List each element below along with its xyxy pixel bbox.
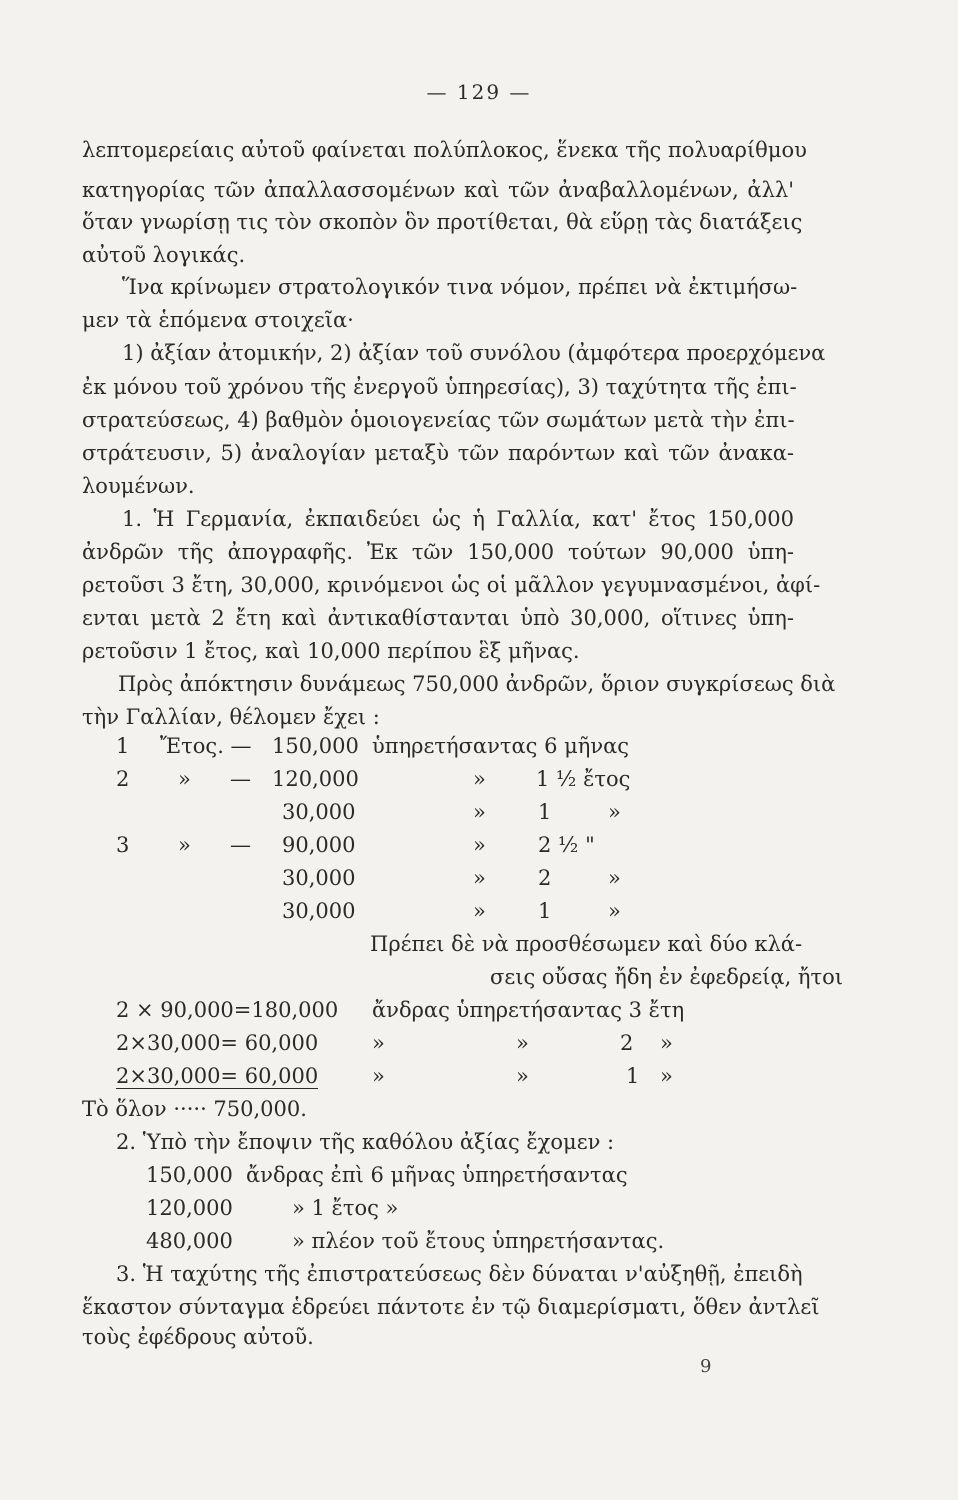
table1-row4-ditto2: »: [473, 833, 486, 857]
section2-row2-value: 120,000: [146, 1196, 233, 1220]
table1-row5-rest: 2: [538, 866, 552, 890]
table2-row2-calc: 2×30,000= 60,000: [116, 1031, 319, 1055]
signature-mark: 9: [700, 1356, 712, 1377]
section2-row3-text: » πλέον τοῦ ἔτους ὑπηρετήσαντας.: [292, 1229, 665, 1253]
table2-row2-num: 2: [620, 1031, 634, 1055]
table1-row3-ditto: »: [473, 800, 486, 824]
table2-row1-calc: 2 × 90,000=180,000: [116, 998, 339, 1022]
text-line: 1) ἀξίαν ἀτομικήν, 2) ἀξίαν τοῦ συνόλου (ἀμφότερα προερχόμενα: [122, 341, 826, 365]
table1-row1-rest: ὑπηρετήσαντας 6 μῆνας: [372, 734, 630, 758]
table1-row4-dash: —: [230, 833, 251, 857]
table1-row6-value: 30,000: [282, 899, 356, 923]
table1-row2-rest: 1 ½ ἔτος: [536, 767, 631, 791]
table1-row3-value: 30,000: [282, 800, 356, 824]
table1-row4-num: 3: [116, 833, 130, 857]
text-line: λουμένων.: [82, 474, 195, 498]
table1-row5-value: 30,000: [282, 866, 356, 890]
section3-line: τοὺς ἐφέδρους αὐτοῦ.: [82, 1325, 314, 1349]
table1-row4-ditto: »: [178, 833, 191, 857]
table1-row6-rest: 1: [538, 899, 552, 923]
table2-row2-ditto3: »: [660, 1031, 673, 1055]
table2-row3-ditto2: »: [516, 1064, 529, 1088]
table1-row2-ditto2: »: [473, 767, 486, 791]
section2-row1-text: ἄνδρας ἐπὶ 6 μῆνας ὑπηρετήσαντας: [246, 1163, 628, 1187]
text-line: μεν τὰ ἑπόμενα στοιχεῖα·: [82, 308, 354, 332]
text-line: ρετοῦσιν 1 ἔτος, καὶ 10,000 περίπου ἓξ μῆνας.: [82, 639, 580, 663]
note-line2: σεις οὔσας ἤδη ἐν ἐφεδρείᾳ, ἤτοι: [490, 965, 844, 989]
table2-row3-ditto: »: [372, 1064, 385, 1088]
table1-row6-ditto3: »: [608, 899, 621, 923]
table1-row3-rest: 1: [538, 800, 552, 824]
table2-row1-text: ἄνδρας ὑπηρετήσαντας 3 ἔτη: [372, 998, 685, 1022]
table2-row3-ditto3: »: [660, 1064, 673, 1088]
table1-row3-ditto3: »: [608, 800, 621, 824]
table2-row2-ditto2: »: [516, 1031, 529, 1055]
text-line: στρατεύσεως, 4) βαθμὸν ὁμοιογενείας τῶν σωμάτων μετὰ τὴν ἐπι-: [82, 408, 795, 432]
table1-row1-label: Ἔτος. —: [160, 734, 252, 758]
text-line: Ἵνα κρίνωμεν στρατολογικόν τινα νόμον, πρέπει νὰ ἐκτιμήσω-: [122, 275, 798, 299]
table1-row1-value: 150,000: [272, 734, 359, 758]
section2-row2-text: » 1 ἔτος »: [292, 1196, 399, 1220]
section3-line: 3. Ἡ ταχύτης τῆς ἐπιστρατεύσεως δὲν δύναται ν'αὐξηθῇ, ἐπειδὴ: [116, 1262, 803, 1286]
text-line: τὴν Γαλλίαν, θέλομεν ἔχει :: [82, 705, 380, 729]
table1-row2-dash: —: [230, 767, 251, 791]
section2-heading: 2. Ὑπὸ τὴν ἔποψιν τῆς καθόλου ἀξίας ἔχομεν :: [116, 1130, 615, 1154]
table2-row3-calc: 2×30,000= 60,000: [116, 1064, 319, 1088]
table1-row6-ditto: »: [473, 899, 486, 923]
section3-line: ἕκαστον σύνταγμα ἑδρεύει πάντοτε ἐν τῷ διαμερίσματι, ὅθεν ἀντλεῖ: [82, 1295, 820, 1319]
text-line: λεπτομερείαις αὐτοῦ φαίνεται πολύπλοκος, ἕνεκα τῆς πολυαρίθμου: [82, 138, 807, 162]
table1-row2-num: 2: [116, 767, 130, 791]
text-line: ὅταν γνωρίσῃ τις τὸν σκοπὸν ὃν προτίθεται, θὰ εὕρῃ τὰς διατάξεις: [82, 210, 803, 234]
text-line: ἀνδρῶν τῆς ἀπογραφῆς. Ἐκ τῶν 150,000 τούτων 90,000 ὑπη-: [82, 540, 794, 564]
section2-row1-value: 150,000: [146, 1163, 233, 1187]
table1-row5-ditto: »: [473, 866, 486, 890]
text-line: Πρὸς ἀπόκτησιν δυνάμεως 750,000 ἀνδρῶν, ὅριον συγκρίσεως διὰ: [118, 672, 836, 696]
page-number: — 129 —: [426, 80, 532, 104]
table1-row4-rest: 2 ½ ": [538, 833, 595, 857]
table2-total: Τὸ ὅλον ····· 750,000.: [82, 1097, 307, 1121]
text-line: ενται μετὰ 2 ἔτη καὶ ἀντικαθίστανται ὑπὸ 30,000, οἵτινες ὑπη-: [82, 606, 794, 630]
text-line: αὐτοῦ λογικάς.: [82, 243, 246, 267]
text-line: 1. Ἡ Γερμανία, ἐκπαιδεύει ὡς ἡ Γαλλία, κατ' ἔτος 150,000: [122, 507, 794, 531]
table1-row2-ditto: »: [178, 767, 191, 791]
table2-row2-ditto: »: [372, 1031, 385, 1055]
table2-row3-num: 1: [626, 1064, 640, 1088]
table1-row4-value: 90,000: [282, 833, 356, 857]
text-line: κατηγορίας τῶν ἀπαλλασσομένων καὶ τῶν ἀναβαλλομένων, ἀλλ': [82, 178, 794, 202]
text-line: ρετοῦσι 3 ἔτη, 30,000, κρινόμενοι ὡς οἱ μᾶλλον γεγυμνασμένοι, ἀφί-: [82, 573, 821, 597]
text-line: ἐκ μόνου τοῦ χρόνου τῆς ἐνεργοῦ ὑπηρεσίας), 3) ταχύτητα τῆς ἐπι-: [82, 375, 797, 399]
text-line: στράτευσιν, 5) ἀναλογίαν μεταξὺ τῶν παρόντων καὶ τῶν ἀνακα-: [82, 441, 794, 465]
table1-row2-value: 120,000: [272, 767, 359, 791]
table1-row1-num: 1: [116, 734, 130, 758]
note-line1: Πρέπει δὲ νὰ προσθέσωμεν καὶ δύο κλά-: [370, 932, 803, 956]
section2-row3-value: 480,000: [146, 1229, 233, 1253]
table1-row5-ditto3: »: [608, 866, 621, 890]
